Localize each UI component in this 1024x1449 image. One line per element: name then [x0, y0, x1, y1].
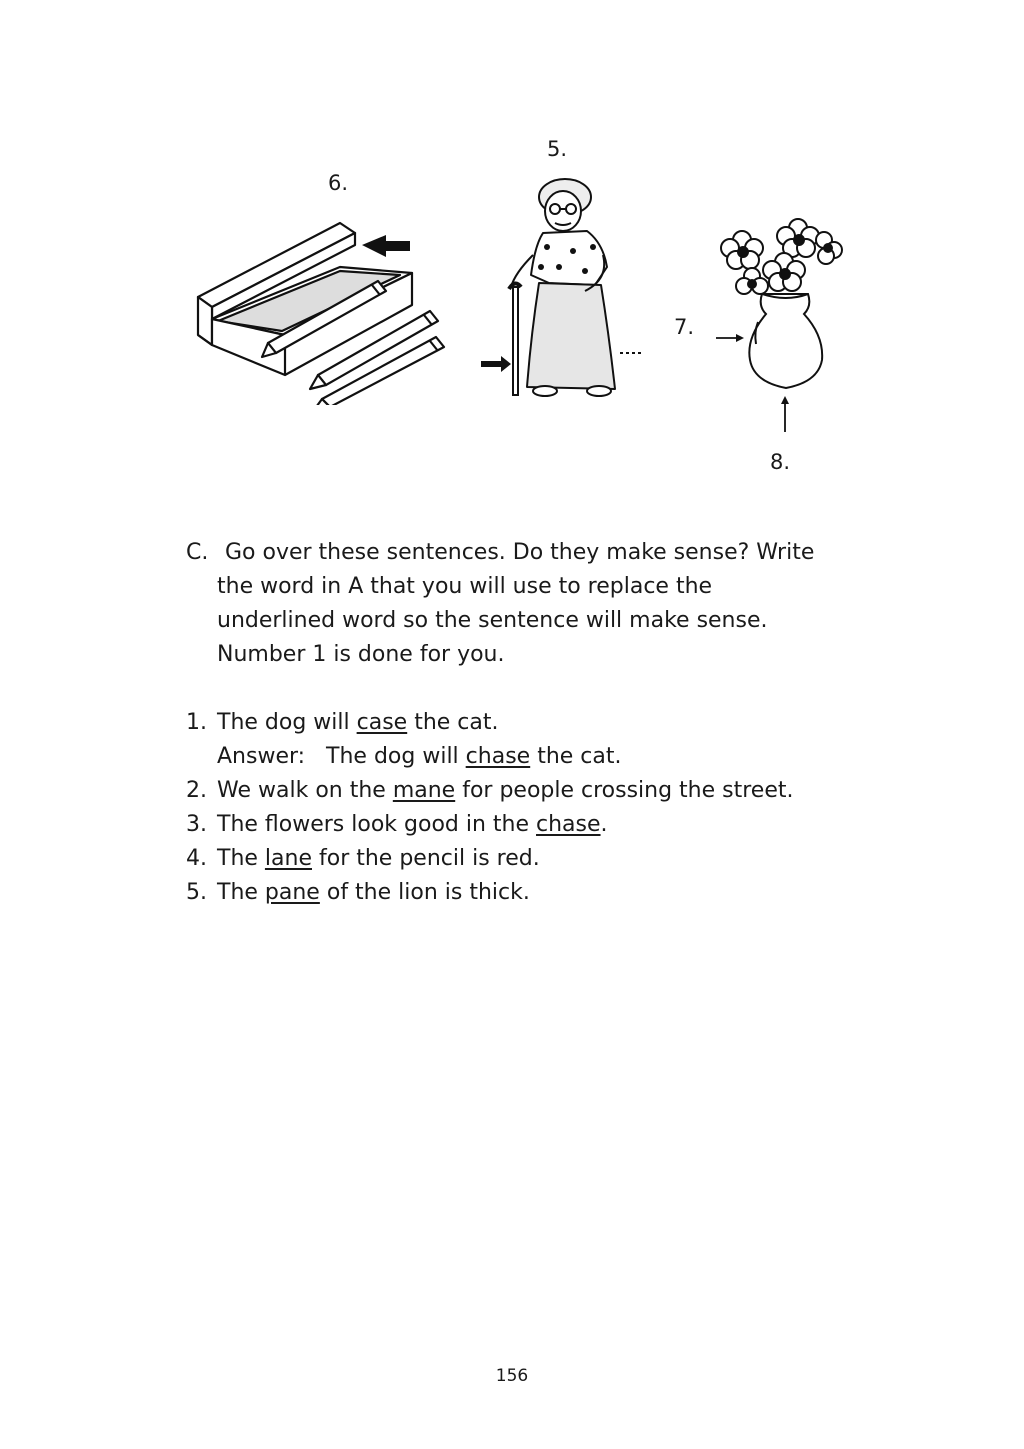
- underlined-word: mane: [392, 778, 456, 803]
- list-item: [186, 808, 886, 842]
- item-text: The: [217, 880, 265, 905]
- instruction-line: Number 1 is done for you.: [217, 642, 505, 667]
- instruction-line: underlined word so the sentence will make sense.: [217, 608, 768, 633]
- label-5: 5.: [547, 137, 568, 161]
- item-text: of the lion is thick.: [319, 880, 530, 905]
- item-number: 3.: [186, 812, 207, 837]
- list-item: [186, 774, 886, 808]
- label-7: 7.: [674, 315, 695, 339]
- old-woman-with-cane-icon: [475, 175, 650, 405]
- underlined-word: pane: [264, 880, 320, 905]
- page-number: 156: [495, 1366, 529, 1386]
- list-item: [186, 876, 886, 910]
- item-text: The: [217, 846, 265, 871]
- answer-label: Answer:: [217, 744, 306, 769]
- pencil-case-icon: [190, 215, 460, 405]
- item-number: 4.: [186, 846, 207, 871]
- section-c-prefix: C.: [186, 540, 209, 565]
- item-number: 2.: [186, 778, 207, 803]
- list-item: [186, 842, 886, 876]
- section-c-instructions: [186, 536, 886, 672]
- underlined-word: case: [356, 710, 408, 735]
- item-text: The dog will: [217, 710, 357, 735]
- answer-line: [186, 740, 886, 774]
- instruction-line: the word in A that you will use to replace the: [217, 574, 713, 599]
- underlined-word: chase: [536, 812, 601, 837]
- underlined-word: lane: [264, 846, 312, 871]
- item-text: the cat.: [407, 710, 499, 735]
- answer-underlined-word: chase: [465, 744, 531, 769]
- item-text: for the pencil is red.: [312, 846, 540, 871]
- exercise-list: [186, 706, 886, 910]
- item-number: 5.: [186, 880, 207, 905]
- answer-text: the cat.: [530, 744, 622, 769]
- flower-vase-icon: [700, 210, 850, 435]
- item-text: .: [600, 812, 608, 837]
- label-8: 8.: [770, 450, 791, 474]
- list-item: [186, 706, 886, 740]
- label-6: 6.: [328, 171, 349, 195]
- answer-text: The dog will: [326, 744, 466, 769]
- item-number: 1.: [186, 710, 207, 735]
- item-text: We walk on the: [217, 778, 393, 803]
- item-text: for people crossing the street.: [455, 778, 794, 803]
- instruction-line: Go over these sentences. Do they make sense? Write: [225, 540, 815, 565]
- item-text: The flowers look good in the: [217, 812, 537, 837]
